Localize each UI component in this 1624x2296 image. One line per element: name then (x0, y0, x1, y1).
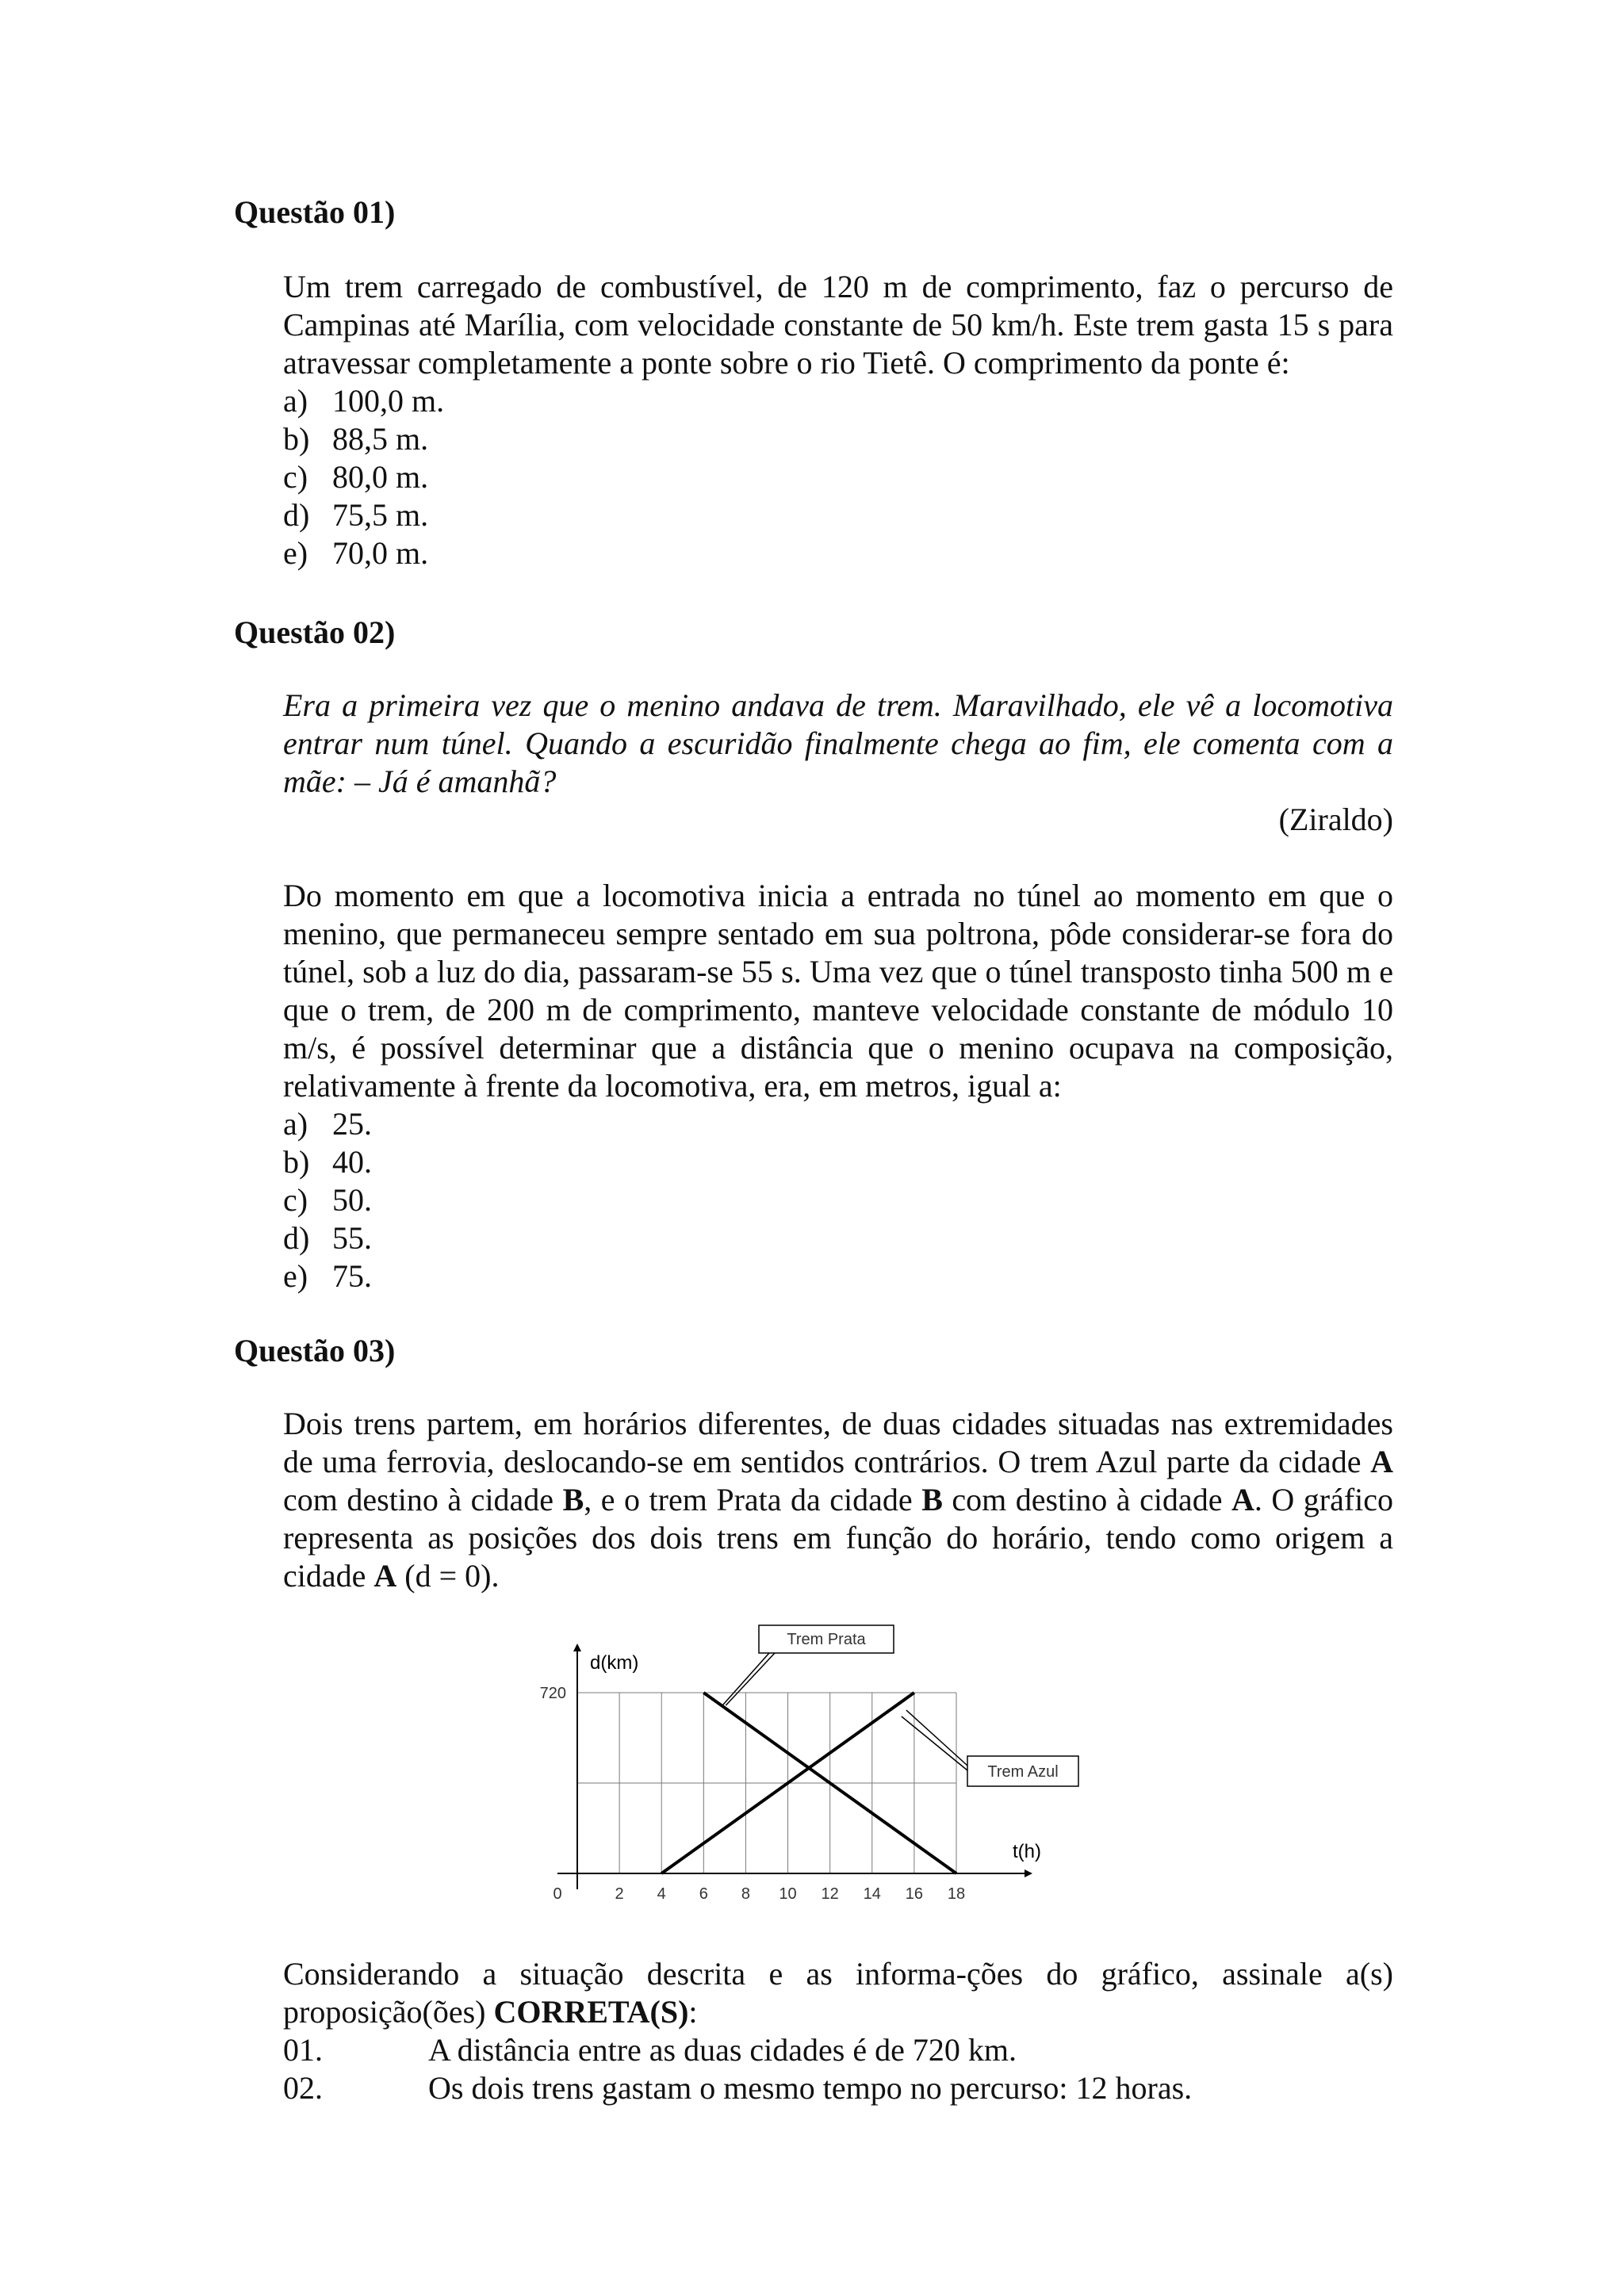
question-2-quote-block (283, 687, 1393, 839)
option-item (283, 458, 1393, 496)
option-text: 40. (332, 1144, 372, 1180)
proposition-text: Os dois trens gastam o mesmo tempo no percurso: 12 horas. (428, 2070, 1193, 2106)
question-2-text: Do momento em que a locomotiva inicia a entrada no túnel ao momento em que o menino, que permaneceu sempre sentado em sua poltrona, pôde considerar-se fora do túnel, sob a luz do dia, passaram-se 55 s. Uma vez que o túnel transposto tinha 500 m e que o trem, de 200 m de comprimento, manteve velocidade constante de módulo 10 m/s, é possível determinar que a distância que o menino ocupava na composição, relativamente à frente da locomotiva, era, em metros, igual a: (283, 878, 1393, 1104)
option-text: 25. (332, 1106, 372, 1142)
option-letter: c) (283, 1182, 308, 1218)
proposition-number: 02. (283, 2070, 323, 2106)
callout-line-trem-prata (721, 1653, 769, 1707)
proposition-item (283, 2031, 1393, 2069)
option-letter: b) (283, 421, 310, 457)
option-item (283, 1181, 1393, 1219)
callout-line-trem-azul (906, 1710, 967, 1766)
city-a-label: A (1231, 1482, 1254, 1517)
x-tick-label: 10 (779, 1885, 797, 1903)
option-text: 80,0 m. (332, 459, 429, 495)
option-text: 88,5 m. (332, 421, 429, 457)
option-text: 75. (332, 1258, 372, 1294)
x-tick-label: 8 (741, 1885, 751, 1903)
callout-text-trem-prata: Trem Prata (787, 1631, 866, 1648)
x-tick-label: 12 (821, 1885, 839, 1903)
option-item (283, 534, 1393, 572)
x-tick-label: 2 (615, 1885, 624, 1903)
position-time-chart (527, 1621, 1082, 1923)
city-b-label: B (921, 1482, 943, 1517)
text-fragment: , e o trem Prata da cidade (584, 1482, 922, 1517)
text-fragment: com destino à cidade (283, 1482, 563, 1517)
option-text: 100,0 m. (332, 383, 445, 419)
callout-text-trem-azul: Trem Azul (987, 1763, 1059, 1781)
option-letter: c) (283, 459, 308, 495)
option-item (283, 1105, 1393, 1143)
text-fragment: com destino à cidade (942, 1482, 1231, 1517)
option-item (283, 496, 1393, 534)
option-item (283, 1219, 1393, 1257)
x-tick-label: 6 (699, 1885, 708, 1903)
callout-line-trem-prata (726, 1653, 775, 1705)
option-text: 55. (332, 1220, 372, 1256)
x-tick-label: 4 (657, 1885, 666, 1903)
city-a-label: A (373, 1558, 397, 1594)
option-text: 50. (332, 1182, 372, 1218)
question-2-quote: Era a primeira vez que o menino andava de trem. Maravilhado, ele vê a locomotiva entrar num túnel. Quando a escuridão finalmente chega ao fim, ele comenta com a mãe: – Já é amanhã? (283, 687, 1393, 799)
question-1-body (283, 268, 1393, 572)
x-axis-label: t(h) (1013, 1841, 1041, 1862)
question-3-after-chart (283, 1955, 1393, 2107)
x-tick-label: 14 (863, 1885, 881, 1903)
x-tick-label: 0 (553, 1885, 562, 1903)
city-a-label: A (1370, 1444, 1393, 1479)
y-axis-label: d(km) (590, 1652, 639, 1674)
question-3-body (283, 1405, 1393, 1595)
option-letter: d) (283, 1220, 310, 1256)
question-3-title: Questão 03) (234, 1333, 396, 1368)
option-letter: e) (283, 535, 308, 571)
option-item (283, 1143, 1393, 1181)
question-2-body (283, 877, 1393, 1295)
text-fragment: . O gráfico representa as posições dos dois trens em função do horário, tendo como origem a cidade (283, 1482, 1394, 1594)
option-text: 75,5 m. (332, 497, 429, 533)
x-tick-label: 18 (947, 1885, 966, 1903)
instruction-colon: : (688, 1994, 698, 2030)
option-letter: b) (283, 1144, 310, 1180)
question-3-text (283, 1405, 1393, 1595)
option-item (283, 1257, 1393, 1295)
question-3-instruction (283, 1955, 1393, 2031)
quote-author: (Ziraldo) (1278, 802, 1393, 837)
question-2-title: Questão 02) (234, 614, 396, 650)
option-letter: e) (283, 1258, 308, 1294)
x-tick-label: 16 (905, 1885, 924, 1903)
proposition-text: A distância entre as duas cidades é de 720 km. (428, 2032, 1017, 2068)
instruction-emphasis: CORRETA(S) (493, 1994, 689, 2030)
instruction-text: Considerando a situação descrita e as informa-ções do gráfico, assinale a(s) proposição(ões) (283, 1956, 1393, 2030)
text-fragment: Dois trens partem, em horários diferentes, de duas cidades situadas nas extremidades de uma ferrovia, deslocando-se em sentidos contrários. O trem Azul parte da cidade (283, 1406, 1393, 1479)
proposition-item (283, 2069, 1393, 2107)
option-letter: a) (283, 1106, 308, 1142)
option-item (283, 382, 1393, 420)
question-1-title: Questão 01) (234, 194, 396, 230)
option-letter: a) (283, 383, 308, 419)
city-b-label: B (562, 1482, 584, 1517)
y-tick-label: 720 (539, 1685, 566, 1702)
option-letter: d) (283, 497, 310, 533)
callout-line-trem-azul (902, 1716, 967, 1770)
option-item (283, 420, 1393, 458)
proposition-number: 01. (283, 2032, 323, 2068)
text-fragment: (d = 0). (396, 1558, 500, 1594)
question-1-text: Um trem carregado de combustível, de 120 m de comprimento, faz o percurso de Campinas até Marília, com velocidade constante de 50 km/h. Este trem gasta 15 s para atravessar completamente a ponte sobre o rio Tietê. O comprimento da ponte é: (283, 269, 1393, 381)
option-text: 70,0 m. (332, 535, 429, 571)
